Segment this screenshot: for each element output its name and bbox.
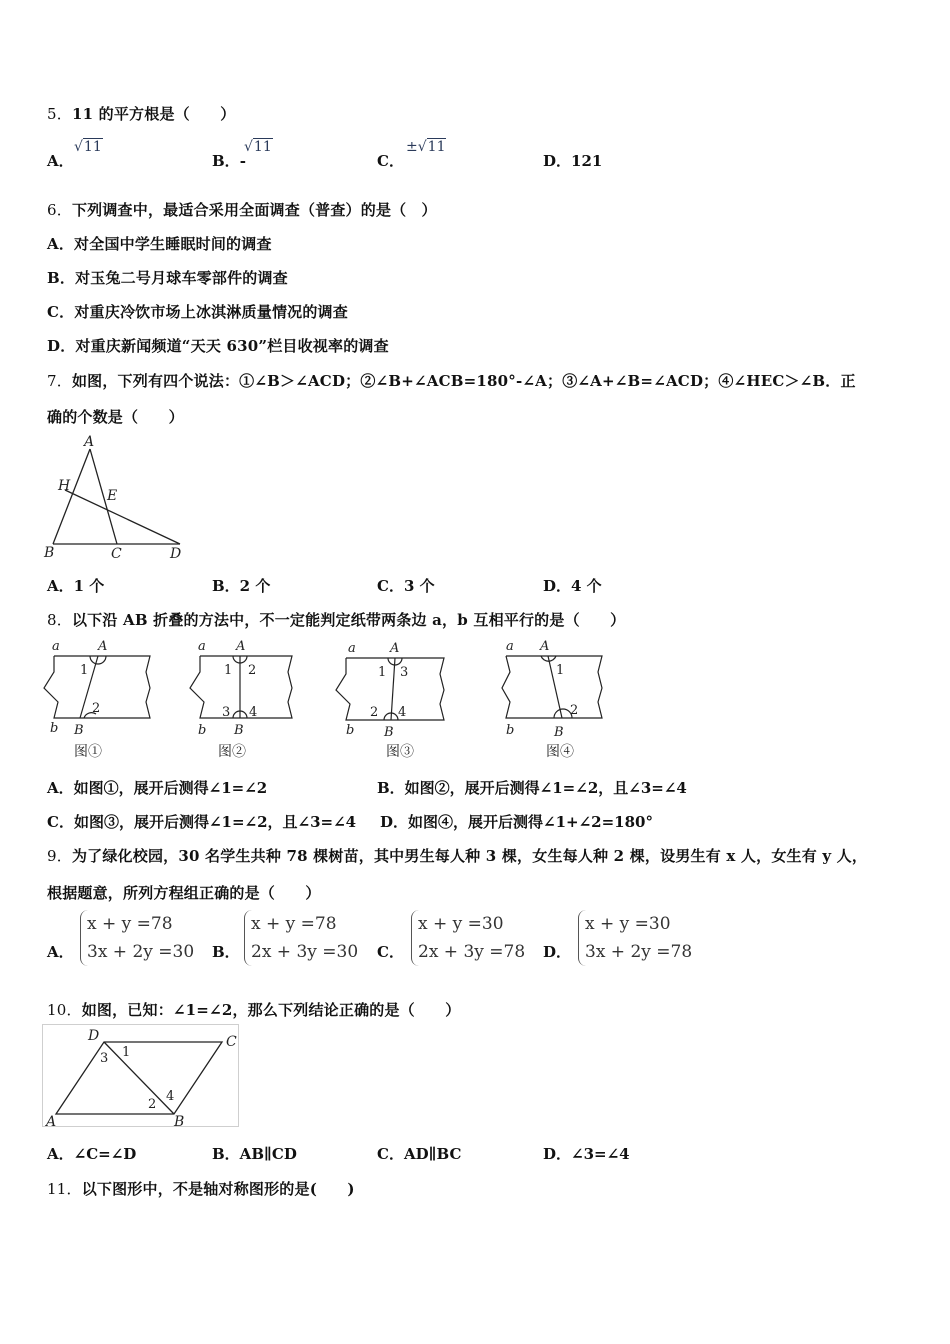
q5-stem	[47, 103, 235, 124]
q8-stem	[47, 609, 625, 630]
q8-f2-4: 4	[249, 705, 258, 720]
q6-number: 6．	[47, 201, 72, 219]
q6-option-d[interactable]: D．对重庆新闻频道“天天 630”栏目收视率的调查	[47, 337, 389, 355]
q7-option-a[interactable]: A．1 个	[47, 577, 105, 595]
q7-option-d[interactable]: D．4 个	[543, 577, 602, 595]
q7-stem-line2: 确的个数是（ ）	[47, 408, 184, 426]
q5-option-c-math: ±√11	[406, 139, 446, 155]
q7-label-H: H	[58, 478, 71, 494]
q10-option-a[interactable]: A．∠C=∠D	[47, 1145, 137, 1163]
q8-f2-2: 2	[248, 663, 257, 678]
q10-label-D: D	[88, 1028, 100, 1044]
q8-option-d[interactable]: D．如图④，展开后测得∠1+∠2=180°	[380, 813, 653, 831]
q8-f2-A: A	[236, 639, 246, 654]
q8-option-b[interactable]: B．如图②，展开后测得∠1=∠2，且∠3=∠4	[377, 779, 687, 797]
q11-stem	[47, 1178, 355, 1199]
q9-c-eq1: x + y =30	[418, 914, 504, 934]
q8-option-c[interactable]: C．如图③，展开后测得∠1=∠2，且∠3=∠4	[47, 813, 357, 831]
q8-f3-2: 2	[370, 705, 379, 720]
q7-option-b[interactable]: B．2 个	[212, 577, 271, 595]
q10-label-1: 1	[122, 1045, 131, 1060]
q9-option-b-label[interactable]: B．	[212, 943, 240, 961]
q5-option-a-label: A．	[47, 152, 74, 170]
q5-option-a-radicand: 11	[83, 139, 102, 155]
q5-option-b[interactable]	[212, 150, 246, 171]
q9-option-d-label[interactable]: D．	[543, 943, 572, 961]
q6-option-c[interactable]: C．对重庆冷饮市场上冰淇淋质量情况的调查	[47, 303, 348, 321]
q10-option-b[interactable]: B．AB∥CD	[212, 1145, 297, 1163]
q8-f1-2: 2	[92, 701, 101, 716]
q8-f3-b: b	[346, 723, 355, 738]
q9-text-1: 为了绿化校园，30 名学生共种 78 棵树苗，其中男生每人种 3 棵，女生每人种 2 棵，设男生有 x 人，女生有 y 人，	[71, 847, 868, 865]
q8-f4-a: a	[506, 639, 514, 654]
q11-number: 11．	[47, 1180, 82, 1198]
q10-label-3: 3	[100, 1051, 109, 1066]
q9-stem-line2: 根据题意，所列方程组正确的是（ ）	[47, 884, 321, 902]
q5-option-b-radicand: 11	[253, 139, 272, 155]
q5-option-d[interactable]	[543, 150, 602, 171]
q10-label-A: A	[46, 1114, 57, 1130]
q6-text: 下列调查中，最适合采用全面调查（普查）的是（ ）	[71, 201, 437, 219]
q6-option-a[interactable]: A．对全国中学生睡眠时间的调查	[47, 235, 272, 253]
q7-label-B: B	[44, 545, 55, 561]
q9-option-c-system	[411, 910, 525, 966]
q8-f2-B: B	[234, 723, 244, 738]
q8-f2-3: 3	[222, 705, 231, 720]
q8-f2-b: b	[198, 723, 207, 738]
q9-option-d-system	[578, 910, 692, 966]
q9-option-a-system	[80, 910, 194, 966]
q9-option-c-label[interactable]: C．	[377, 943, 404, 961]
q5-number: 5．	[47, 105, 72, 123]
q7-label-C: C	[111, 546, 122, 562]
q9-b-eq1: x + y =78	[251, 914, 337, 934]
q8-f3-1: 1	[378, 665, 387, 680]
q8-caption-3: 图③	[386, 744, 414, 760]
q10-label-4: 4	[166, 1089, 175, 1104]
q8-caption-4: 图④	[546, 744, 574, 760]
q5-option-d-text: 121	[571, 152, 603, 170]
q8-f4-A: A	[540, 639, 550, 654]
q8-f3-3: 3	[400, 665, 409, 680]
q10-label-B: B	[174, 1114, 185, 1130]
q10-option-c[interactable]: C．AD∥BC	[377, 1145, 462, 1163]
q8-number: 8．	[47, 611, 72, 629]
q7-triangle-figure	[40, 432, 190, 562]
q9-d-eq2: 3x + 2y =78	[585, 942, 693, 962]
q7-label-E: E	[107, 488, 118, 504]
q8-f2-a: a	[198, 639, 206, 654]
q5-option-b-math: √11	[244, 139, 272, 155]
q8-caption-2: 图②	[218, 744, 246, 760]
q7-option-c[interactable]: C．3 个	[377, 577, 435, 595]
q9-option-a-label[interactable]: A．	[47, 943, 74, 961]
q7-text-1: 如图，下列有四个说法：①∠B＞∠ACD；②∠B+∠ACB=180°-∠A；③∠A+∠B=∠ACD；④∠HEC＞∠B．正	[71, 372, 856, 390]
q9-number: 9．	[47, 847, 72, 865]
q8-f4-1: 1	[556, 663, 565, 678]
q5-option-a[interactable]	[47, 150, 74, 171]
q10-text: 如图，已知：∠1=∠2，那么下列结论正确的是（ ）	[81, 1001, 461, 1019]
q8-text: 以下沿 AB 折叠的方法中，不一定能判定纸带两条边 a，b 互相平行的是（ ）	[71, 611, 626, 629]
q7-label-A: A	[84, 434, 95, 450]
q9-option-b-system	[244, 910, 358, 966]
q9-d-eq1: x + y =30	[585, 914, 671, 934]
q10-parallelogram-figure	[42, 1024, 242, 1130]
q5-option-c-prefix: ±	[406, 139, 418, 155]
q9-a-eq2: 3x + 2y =30	[87, 942, 195, 962]
q8-f1-B: B	[74, 723, 84, 738]
q5-text: 11 的平方根是（ ）	[71, 105, 236, 123]
q8-f1-a: a	[52, 639, 60, 654]
q8-option-a[interactable]: A．如图①，展开后测得∠1=∠2	[47, 779, 268, 797]
q11-text: 以下图形中，不是轴对称图形的是( )	[81, 1180, 355, 1198]
q8-f4-B: B	[554, 725, 564, 740]
q9-b-eq2: 2x + 3y =30	[251, 942, 359, 962]
q9-a-eq1: x + y =78	[87, 914, 173, 934]
q5-option-c-label: C．	[377, 152, 404, 170]
q5-option-d-label: D．	[543, 152, 572, 170]
q9-c-eq2: 2x + 3y =78	[418, 942, 526, 962]
q5-option-b-label: B．	[212, 152, 240, 170]
q8-f2-1: 1	[224, 663, 233, 678]
q10-label-2: 2	[148, 1097, 157, 1112]
q10-option-d[interactable]: D．∠3=∠4	[543, 1145, 630, 1163]
q8-f1-A: A	[98, 639, 108, 654]
q10-number: 10．	[47, 1001, 82, 1019]
q9-stem-line1	[47, 845, 867, 866]
q7-number: 7．	[47, 372, 72, 390]
q8-f1-1: 1	[80, 663, 89, 678]
q5-option-c-radicand: 11	[427, 139, 446, 155]
q10-label-C: C	[226, 1034, 237, 1050]
q8-caption-1: 图①	[74, 744, 102, 760]
q7-stem-line1	[47, 370, 856, 391]
q8-f3-4: 4	[398, 705, 407, 720]
q5-option-a-math: √11	[74, 139, 102, 155]
q7-label-D: D	[170, 546, 182, 562]
q8-figures	[40, 636, 620, 766]
q8-f4-2: 2	[570, 703, 579, 718]
q6-option-b[interactable]: B．对玉兔二号月球车零部件的调查	[47, 269, 288, 287]
q6-stem	[47, 199, 437, 220]
q8-f3-B: B	[384, 725, 394, 740]
q8-f3-a: a	[348, 641, 356, 656]
q8-f3-A: A	[390, 641, 400, 656]
q8-f4-b: b	[506, 723, 515, 738]
q5-option-b-prefix: -	[239, 152, 246, 170]
q8-f1-b: b	[50, 721, 59, 736]
q10-stem	[47, 999, 460, 1020]
q5-option-c[interactable]	[377, 150, 404, 171]
